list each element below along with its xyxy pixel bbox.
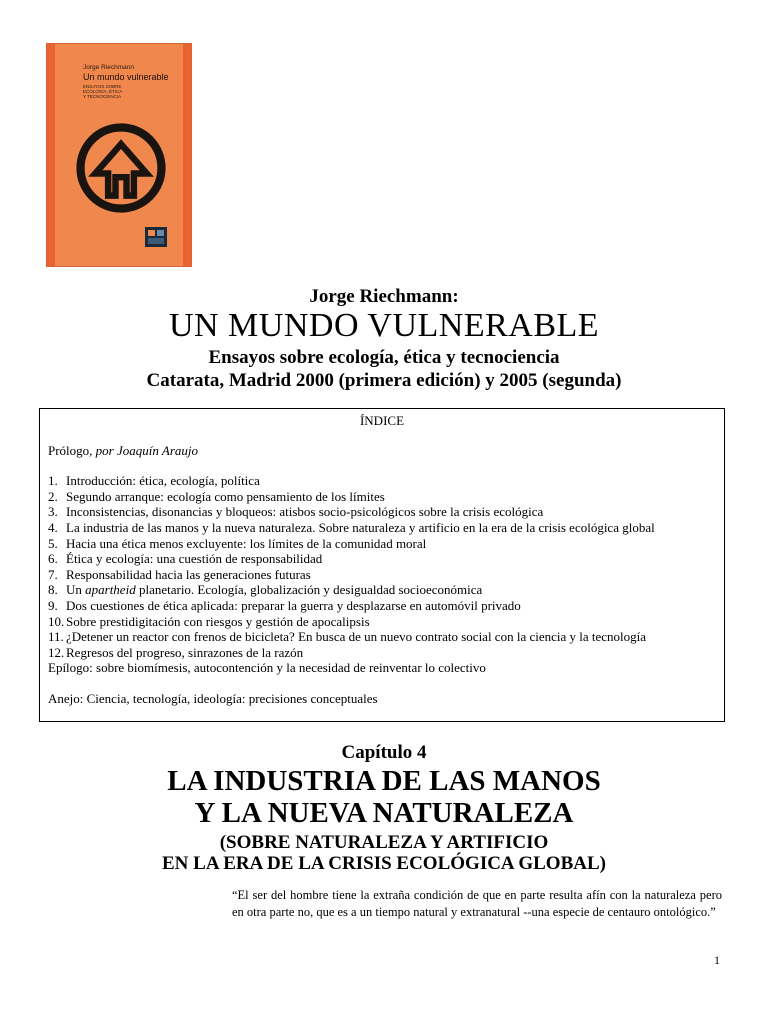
toc-item-text: Responsabilidad hacia las generaciones futuras	[66, 566, 311, 582]
chapter-title	[0, 765, 768, 829]
prologue-author: por Joaquín Araujo	[95, 442, 198, 458]
cover-subtitle: ENSAYOS SOBRE ECOLOGÍA, ÉTICA Y TECNOCIENCIA	[83, 84, 123, 99]
toc-item-number: 7.	[48, 566, 58, 582]
toc-item	[48, 473, 716, 489]
toc-item-number: 12.	[48, 644, 65, 660]
cover-title: Un mundo vulnerable	[83, 72, 169, 82]
toc-item-text: ¿Detener un reactor con frenos de bicicleta? En busca de un nuevo contrato social con la ciencia y la tecnología	[66, 629, 647, 645]
book-subtitle: Ensayos sobre ecología, ética y tecnociencia	[208, 347, 560, 368]
toc-item-number: 1.	[48, 473, 58, 489]
toc-item-text: Inconsistencias, disonancias y bloqueos: atisbos socio-psicológicos sobre la crisis ecológica	[66, 504, 544, 520]
book-cover	[46, 43, 192, 267]
toc-item-number: 11.	[48, 629, 64, 645]
toc-item-number: 4.	[48, 519, 58, 535]
book-author: Jorge Riechmann:	[309, 286, 459, 307]
chapter-number: Capítulo 4	[341, 742, 427, 763]
prologue-label: Prólogo,	[48, 442, 96, 458]
toc-item-number: 2.	[48, 488, 58, 504]
toc-item-number: 5.	[48, 535, 58, 551]
toc-item-text: Dos cuestiones de ética aplicada: preparar la guerra y desplazarse en automóvil privado	[66, 597, 521, 613]
toc-item-text: La industria de las manos y la nueva naturaleza. Sobre naturaleza y artificio en la era de la crisis ecológica global	[66, 519, 655, 535]
cover-left-edge	[47, 44, 55, 266]
toc-item	[48, 645, 716, 661]
cover-author: Jorge Riechmann	[83, 64, 134, 71]
toc-item-number: 10.	[48, 613, 65, 629]
toc-item-number: 8.	[48, 582, 58, 598]
toc-item	[48, 551, 716, 567]
toc-item-emphasis: apartheid	[85, 582, 136, 598]
publication-info: Catarata, Madrid 2000 (primera edición) y 2005 (segunda)	[146, 370, 622, 391]
epigraph: “El ser del hombre tiene la extraña condición de que en parte resulta afín con la naturaleza pero en otra parte no, que es a un tiempo natural y extranatural --una especie de centauro ontológico.”	[232, 888, 722, 919]
toc-item-text: Introducción: ética, ecología, política	[66, 473, 260, 489]
toc-item-number: 9.	[48, 597, 58, 613]
toc-heading: ÍNDICE	[359, 413, 405, 428]
toc-item	[48, 582, 716, 598]
toc-item	[48, 614, 716, 630]
toc-annex: Anejo: Ciencia, tecnología, ideología: precisiones conceptuales	[48, 690, 378, 706]
toc-item-number: 6.	[48, 551, 58, 567]
toc-item	[48, 629, 716, 645]
book-title: UN MUNDO VULNERABLE	[168, 307, 600, 344]
chapter-title-line1: LA INDUSTRIA DE LAS MANOS	[167, 765, 601, 797]
toc-item-prefix: Un	[66, 582, 86, 598]
chapter-title-line2: Y LA NUEVA NATURALEZA	[194, 797, 574, 829]
cover-right-edge	[183, 44, 191, 266]
toc-item-text: planetario. Ecología, globalización y desigualdad socioeconómica	[135, 582, 483, 598]
table-of-contents	[39, 408, 725, 722]
toc-item-number: 3.	[48, 504, 58, 520]
toc-item-text: Regresos del progreso, sinrazones de la razón	[66, 644, 304, 660]
chapter-subtitle	[0, 832, 768, 874]
toc-item	[48, 504, 716, 520]
toc-item-text: Segundo arranque: ecología como pensamiento de los límites	[66, 488, 385, 504]
page-number: 1	[714, 953, 720, 967]
toc-prologue	[48, 443, 716, 459]
toc-epilogue: Epílogo: sobre biomímesis, autocontención y la necesidad de reinventar lo colectivo	[48, 660, 486, 676]
toc-item	[48, 520, 716, 536]
catarata-logo-icon	[145, 227, 167, 247]
chapter-subtitle-line2: EN LA ERA DE LA CRISIS ECOLÓGICA GLOBAL)	[162, 853, 606, 874]
toc-item-text: Hacia una ética menos excluyente: los límites de la comunidad moral	[66, 535, 427, 551]
toc-items	[48, 473, 716, 660]
toc-item-text: Ética y ecología: una cuestión de responsabilidad	[66, 551, 323, 567]
toc-item	[48, 567, 716, 583]
world-heritage-emblem-icon	[75, 122, 167, 214]
toc-item-text: Sobre prestidigitación con riesgos y gestión de apocalipsis	[66, 613, 370, 629]
toc-item	[48, 536, 716, 552]
chapter-subtitle-line1: (SOBRE NATURALEZA Y ARTIFICIO	[219, 832, 549, 853]
toc-item	[48, 598, 716, 614]
toc-item	[48, 489, 716, 505]
